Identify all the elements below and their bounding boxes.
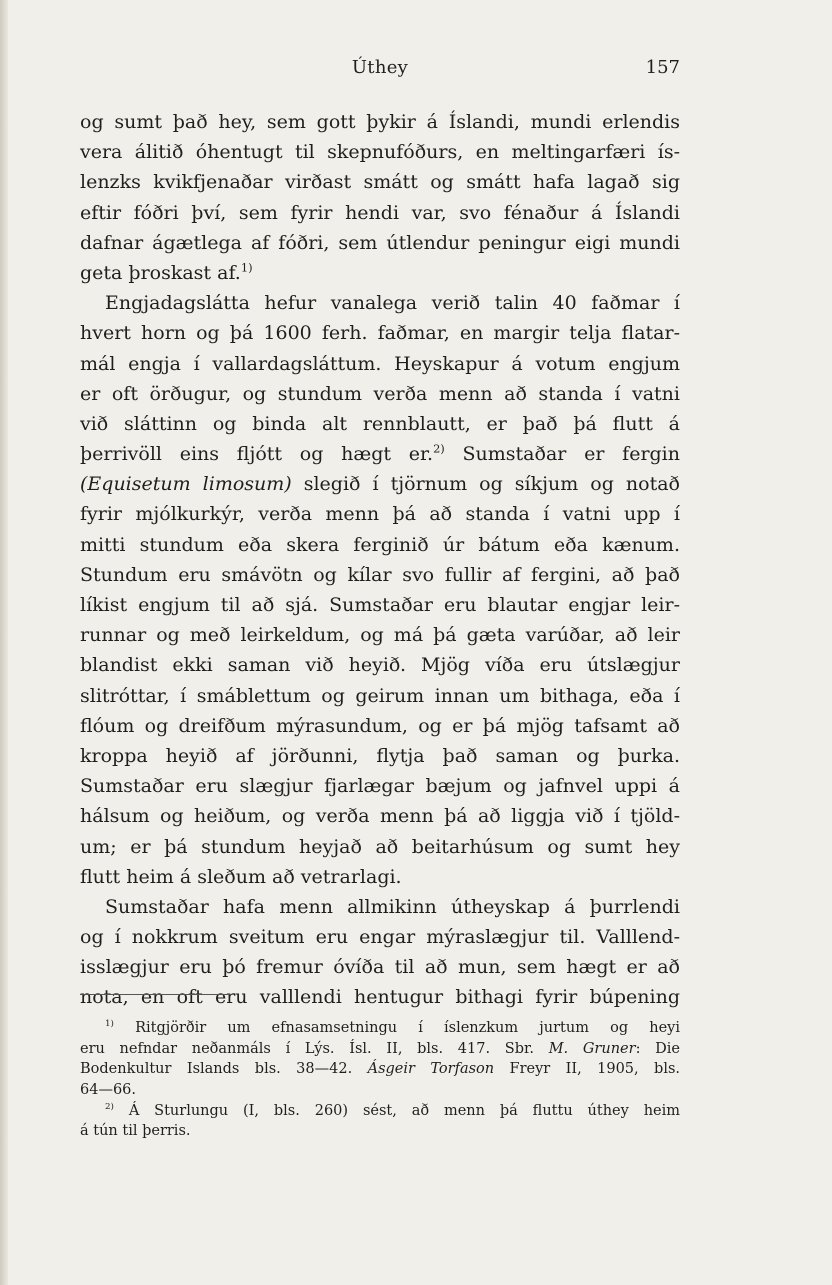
text-line: dafnar ágætlega af fóðri, sem útlendur peningur eigi mundi bbox=[80, 231, 680, 254]
text-line: er oft örðugur, og stundum verða menn að standa í vatni bbox=[80, 382, 680, 405]
page-header bbox=[80, 57, 680, 85]
text-line: hálsum og heiðum, og verða menn þá að liggja við í tjöld- bbox=[80, 805, 680, 828]
footnote-ref: 2) bbox=[433, 441, 445, 456]
footnote-line: 64—66. bbox=[80, 1082, 137, 1099]
text-line: isslægjur eru þó fremur óvíða til að mun, sem hægt er að bbox=[80, 956, 680, 979]
footnote-ref: 1) bbox=[240, 260, 253, 275]
paragraph-start: Sumstaðar hafa menn allmikinn útheyskap á þurrlendi bbox=[105, 895, 680, 918]
author-name: M. Gruner bbox=[548, 1040, 636, 1057]
text-line: runnar og með leirkeldum, og má þá gæta varúðar, að leir bbox=[80, 624, 680, 647]
footnote-mark: 1) bbox=[105, 1019, 114, 1030]
page-number: 157 bbox=[645, 57, 680, 78]
text-line: eftir fóðri því, sem fyrir hendi var, svo fénaður á Íslandi bbox=[80, 201, 680, 224]
text-line: flóum og dreifðum mýrasundum, og er þá mjög tafsamt að bbox=[80, 714, 680, 737]
text-line: hvert horn og þá 1600 ferh. faðmar, en margir telja flatar- bbox=[80, 322, 680, 345]
text-line: og sumt það hey, sem gott þykir á Íslandi, mundi erlendis bbox=[80, 111, 680, 133]
footnotes bbox=[80, 1018, 680, 1142]
text-line: flutt heim á sleðum að vetrarlagi. bbox=[80, 865, 402, 888]
page-edge bbox=[0, 0, 8, 1285]
body-text bbox=[80, 107, 680, 1013]
running-title: Úthey bbox=[351, 57, 409, 78]
text-line: um; er þá stundum heyjað að beitarhúsum og sumt hey bbox=[80, 835, 680, 858]
author-name: Ásgeir Torfason bbox=[367, 1061, 495, 1078]
latin-name: (Equisetum limosum) bbox=[80, 473, 292, 496]
text-line: geta þroskast af.$^{1)}$ bbox=[80, 260, 253, 284]
footnote-line: á tún til þerris. bbox=[80, 1123, 191, 1140]
text-line: lenzks kvikfjenaðar virðast smátt og smátt hafa lagað sig bbox=[80, 171, 680, 194]
text-line: þerrivöll eins fljótt og hægt er.$^{2)}$ Sumstaðar er fergin bbox=[80, 441, 680, 466]
footnote-rule bbox=[80, 994, 231, 995]
text-line: blandist ekki saman við heyið. Mjög víða eru útslægjur bbox=[80, 654, 680, 677]
text-line: við sláttinn og binda alt rennblautt, er það þá flutt á bbox=[80, 412, 680, 435]
text-line: líkist engjum til að sjá. Sumstaðar eru blautar engjar leir- bbox=[80, 594, 680, 616]
footnote-2: $^{2)}$ Á Sturlungu (I, bls. 260) sést, að menn þá fluttu úthey heim bbox=[105, 1101, 681, 1119]
text-line: vera álitið óhentugt til skepnufóðurs, en meltingarfæri ís- bbox=[80, 141, 680, 164]
text-line: nota, en oft eru valllendi hentugur bithagi fyrir búpening bbox=[80, 986, 680, 1009]
footnote-mark: 2) bbox=[105, 1101, 114, 1112]
text-line: mál engja í vallardagsláttum. Heyskapur á votum engjum bbox=[80, 352, 680, 375]
paragraph-start: Engjadagslátta hefur vanalega verið talin 40 faðmar í bbox=[105, 292, 680, 315]
text-line: fyrir mjólkurkýr, verða menn þá að standa í vatni upp í bbox=[80, 503, 680, 526]
text-line: kroppa heyið af jörðunni, flytja það saman og þurka. bbox=[80, 744, 680, 767]
text-line: mitti stundum eða skera ferginið úr bátum eða kænum. bbox=[80, 533, 680, 556]
footnote-1: $^{1)}$ Ritgjörðir um efnasamsetningu í íslenzkum jurtum og heyi bbox=[105, 1019, 680, 1036]
text-line: slitróttar, í smáblettum og geirum innan um bithaga, eða í bbox=[80, 684, 680, 707]
text-line: Sumstaðar eru slægjur fjarlægar bæjum og jafnvel uppi á bbox=[80, 775, 680, 798]
text-line: og í nokkrum sveitum eru engar mýraslægjur til. Valllend- bbox=[80, 926, 680, 949]
text-line: Stundum eru smávötn og kílar svo fullir af fergini, að það bbox=[80, 563, 680, 586]
text-line: (Equisetum limosum) slegið í tjörnum og síkjum og notað bbox=[80, 473, 680, 496]
footnote-line: Bodenkultur Islands bls. 38—42. Ásgeir Torfason Freyr II, 1905, bls. bbox=[80, 1061, 681, 1078]
footnote-line: eru nefndar neðanmáls í Lýs. Ísl. II, bls. 417. Sbr. M. Gruner: Die bbox=[80, 1040, 680, 1057]
